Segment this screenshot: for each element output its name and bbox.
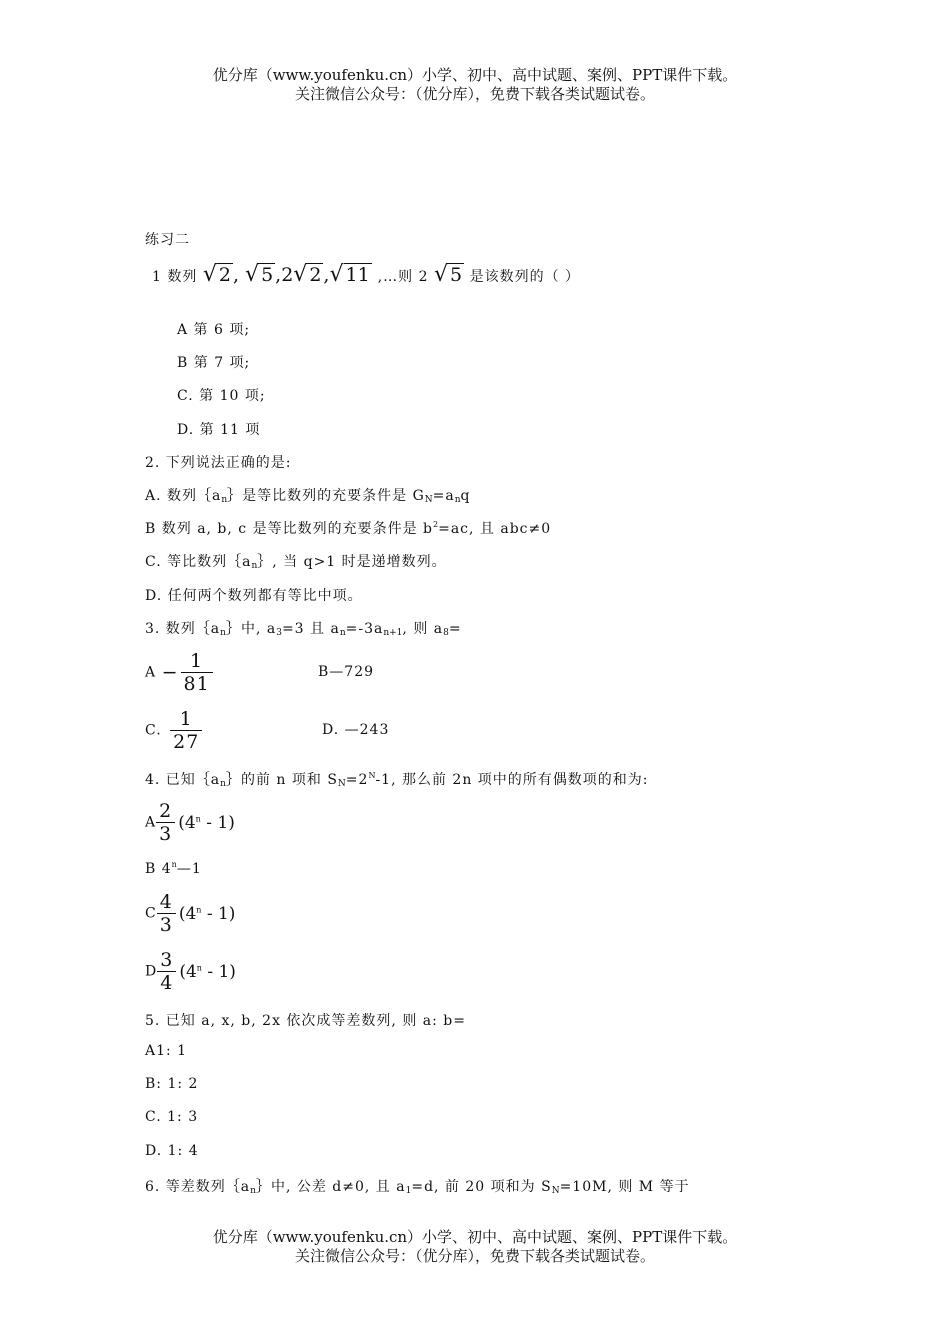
q1-tail: ,…则 2 (377, 269, 429, 285)
q4-option-c: C $\frac{4}{3}$ (4$^n$ - 1) (145, 891, 236, 936)
q3-a-fraction: $\frac{1}{81}$ (181, 650, 213, 695)
q4-stem: 4. 已知$\{a_n\}$的前 n 项和 $S_N=2^N-1$, 那么前 2n 项中的所有偶数项的和为: (145, 771, 649, 789)
q1-sqrt-11: √ 11 (329, 262, 370, 287)
q3-option-c: C. $\frac{1}{27}$ (145, 708, 205, 753)
q2-stem: 2. 下列说法正确的是: (145, 455, 292, 471)
q4-d-expression: (4$^n$ - 1) (179, 961, 236, 982)
q6-stem: 6. 等差数列$\{a_n\}$中, 公差 d≠0, 且 $a_1=d$, 前 20 项和为 $S_N=10M$, 则 M 等于 (145, 1179, 690, 1196)
q5-option-a: A1: 1 (145, 1043, 188, 1059)
q1-prefix: 1 数列 (152, 269, 198, 285)
q2-option-c: C. 等比数列$\{a_n\}$, 当 q>1 时是递增数列。 (145, 554, 447, 571)
q4-d-fraction: $\frac{3}{4}$ (157, 949, 176, 994)
q1-sequence: √ 2 , √ 5 ,2√ 2 ,√ 11 (202, 262, 370, 287)
q4-option-b: B 4$^n$—1 (145, 860, 202, 877)
q4-option-d: D $\frac{3}{4}$ (4$^n$ - 1) (145, 949, 236, 994)
q3-option-b: B—729 (318, 664, 375, 680)
q4-a-fraction: $\frac{2}{3}$ (156, 800, 175, 845)
header-line-1: 优分库（www.youfenku.cn）小学、初中、高中试题、案例、PPT课件下载。 (212, 66, 738, 84)
q4-a-expression: (4$^n$ - 1) (178, 812, 235, 833)
q4-option-a: A $\frac{2}{3}$ (4$^n$ - 1) (145, 800, 235, 845)
q2-option-d: D. 任何两个数列都有等比中项。 (145, 588, 363, 604)
section-title: 练习二 (145, 232, 190, 248)
q1-option-c: C. 第 10 项; (177, 388, 266, 404)
q1-suffix: 是该数列的（ ） (469, 269, 581, 285)
q3-stem: 3. 数列$\{a_n\}$中, $a_3=3$ 且 $a_n=-3a_{n+1}$, 则 $a_8=$ (145, 621, 462, 638)
q5-option-b: B: 1: 2 (145, 1076, 199, 1092)
q4-c-fraction: $\frac{4}{3}$ (157, 891, 176, 936)
footer-line-2: 关注微信公众号：（优分库），免费下载各类试题试卷。 (294, 1247, 655, 1265)
q3-option-d: D. —243 (322, 722, 390, 738)
q2-option-a: A. 数列$\{a_n\}$是等比数列的充要条件是 $G_N=a_nq$ (145, 488, 471, 505)
q1-sqrt-2b: √ 2 (293, 262, 322, 287)
q1-sqrt-5b: √ 5 (434, 262, 463, 287)
q5-option-c: C. 1: 3 (145, 1109, 199, 1125)
q4-c-expression: (4$^n$ - 1) (178, 903, 236, 924)
q1-option-a: A 第 6 项; (177, 322, 251, 338)
q5-option-d: D. 1: 4 (145, 1143, 199, 1159)
q3-option-a: A − $\frac{1}{81}$ (145, 650, 216, 695)
q1-sqrt-2: √ 2 (202, 262, 231, 287)
q5-stem: 5. 已知 a, x, b, 2x 依次成等差数列, 则 a: b= (145, 1013, 466, 1029)
q3-c-fraction: $\frac{1}{27}$ (170, 708, 202, 753)
footer-line-1: 优分库（www.youfenku.cn）小学、初中、高中试题、案例、PPT课件下载。 (212, 1228, 738, 1246)
q1-sqrt-5: √ 5 (245, 262, 274, 287)
q1-stem (152, 262, 580, 287)
q2-option-b: B 数列 a, b, c 是等比数列的充要条件是 $b^2=ac$, 且 abc≠0 (145, 520, 552, 537)
header-line-2: 关注微信公众号：（优分库），免费下载各类试题试卷。 (294, 85, 655, 103)
q1-option-d: D. 第 11 项 (177, 422, 261, 438)
q1-option-b: B 第 7 项; (177, 355, 251, 371)
